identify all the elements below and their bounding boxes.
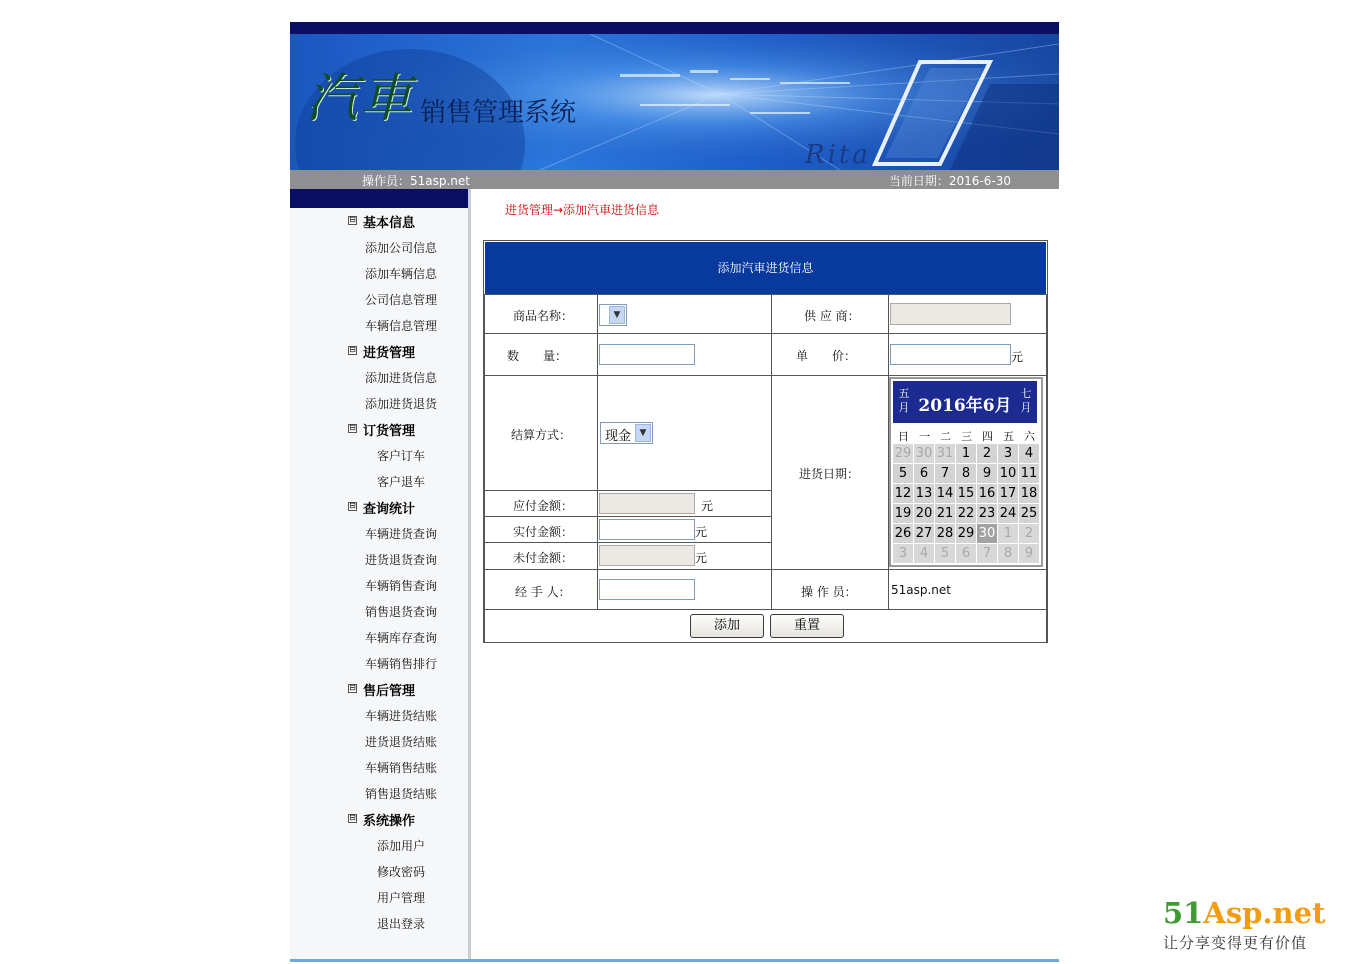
brand-logo-orange: Asp.net (1203, 896, 1326, 930)
bottom-line (290, 959, 1059, 962)
sidebar-item-label: 车辆销售查询 (365, 579, 438, 593)
calendar-day[interactable]: 6 (956, 544, 976, 563)
calendar-weekday: 一 (919, 430, 930, 443)
calendar-day[interactable]: 3 (893, 544, 913, 563)
sidebar-item[interactable] (290, 260, 468, 286)
sidebar-item-label: 添加进货退货 (365, 397, 438, 411)
unit-price-label-cell (771, 333, 889, 376)
calendar-weekday: 四 (982, 430, 993, 443)
payable-field[interactable] (599, 493, 695, 514)
operator-value: 51asp.net (891, 583, 951, 597)
calendar-day[interactable]: 1 (956, 444, 976, 463)
calendar-weekdays (893, 427, 1039, 443)
sidebar-item-label: 添加车辆信息 (365, 267, 438, 281)
sidebar-item[interactable] (290, 546, 468, 572)
buttons-row (484, 609, 1047, 642)
sidebar-item-label: 添加用户 (377, 839, 426, 853)
top-navy-bar (290, 22, 1059, 34)
calendar-prev-month[interactable]: 五 月 (898, 387, 910, 414)
sidebar-item-label: 进货退货结账 (365, 735, 438, 749)
sidebar-item-label: 车辆信息管理 (365, 319, 438, 333)
calendar-weekday: 日 (898, 430, 909, 443)
payment-label-cell (484, 375, 598, 491)
sidebar-item-label: 客户退车 (377, 475, 426, 489)
calendar-day[interactable]: 9 (1019, 544, 1039, 563)
current-date-text: 当前日期：2016-6-30 (888, 174, 1011, 188)
brand-logo-green: 51 (1163, 896, 1204, 930)
payable-label-cell (484, 490, 598, 517)
payment-label: 结算方式： (511, 428, 572, 442)
logo-subtitle: 销售管理系统 (420, 98, 577, 128)
supplier-field[interactable] (890, 303, 1011, 325)
payable-label: 应付金额： (513, 499, 574, 513)
product-input-cell (597, 294, 772, 334)
calendar-day[interactable]: 29 (957, 526, 975, 541)
sidebar-item[interactable] (290, 858, 468, 884)
sidebar-item[interactable] (290, 884, 468, 910)
unit-price-unit: 元 (1011, 350, 1024, 364)
calendar-day[interactable]: 2 (977, 444, 997, 463)
calendar-day[interactable]: 31 (936, 446, 954, 461)
sidebar-item-label: 修改密码 (377, 865, 426, 879)
operator-label-cell (771, 569, 889, 610)
paid-label: 实付金额： (513, 525, 574, 539)
brand-logo (1163, 896, 1326, 930)
date-label-cell (771, 375, 889, 570)
product-label: 商品名称： (513, 309, 574, 323)
calendar-day[interactable]: 28 (936, 526, 954, 541)
sidebar-item-label: 退出登录 (377, 917, 426, 931)
calendar-day[interactable]: 5 (893, 464, 913, 483)
quantity-label: 数 量： (507, 349, 568, 363)
supplier-label-cell (771, 294, 889, 334)
calendar (889, 377, 1043, 567)
chevron-down-icon: ▼ (635, 424, 651, 442)
sidebar-group[interactable] (290, 676, 468, 702)
unpaid-label-cell (484, 542, 598, 570)
sidebar-item[interactable] (290, 286, 468, 312)
sidebar-item[interactable] (290, 442, 468, 468)
sidebar-item-label: 客户订车 (377, 449, 426, 463)
calendar-day[interactable]: 8 (956, 464, 976, 483)
calendar-weekday: 二 (940, 430, 951, 443)
calendar-day[interactable]: 26 (894, 526, 912, 541)
collapse-icon[interactable]: ⊟ (349, 423, 356, 432)
calendar-weekday: 五 (1003, 430, 1014, 443)
calendar-day[interactable]: 7 (977, 544, 997, 563)
watermark-brand (1163, 896, 1326, 953)
unit-price-label: 单 价： (796, 349, 857, 363)
sidebar-item-label: 车辆销售结账 (365, 761, 438, 775)
sidebar-item[interactable] (290, 728, 468, 754)
sidebar-menu (290, 208, 468, 936)
operator-value-cell (888, 569, 1047, 610)
calendar-day[interactable]: 19 (894, 506, 912, 521)
sidebar-item[interactable] (290, 702, 468, 728)
brand-tagline: 让分享变得更有价值 (1163, 934, 1308, 952)
collapse-icon[interactable]: ⊟ (349, 215, 356, 224)
handler-label: 经 手 人： (515, 585, 571, 599)
unit-price-field[interactable] (890, 344, 1011, 365)
info-bar (290, 170, 1059, 189)
calendar-day[interactable]: 4 (1019, 444, 1039, 463)
sidebar-item-label: 添加进货信息 (365, 371, 438, 385)
sidebar-group-label: 系统操作 (363, 814, 416, 829)
calendar-weekday: 六 (1024, 430, 1035, 443)
calendar-title: 2016年6月 (918, 396, 1012, 416)
sidebar-item[interactable] (290, 598, 468, 624)
sidebar-item-label: 公司信息管理 (365, 293, 438, 307)
unpaid-field[interactable] (599, 545, 695, 566)
paid-unit: 元 (695, 525, 708, 539)
payable-unit: 元 (701, 499, 714, 513)
calendar-day[interactable]: 29 (894, 446, 912, 461)
quantity-field[interactable] (599, 344, 695, 365)
product-label-cell (484, 294, 598, 334)
collapse-icon[interactable]: ⊟ (349, 345, 356, 354)
calendar-day[interactable]: 20 (915, 506, 933, 521)
collapse-icon[interactable]: ⊟ (349, 813, 356, 822)
payment-method-select[interactable] (600, 422, 653, 444)
sidebar-item[interactable] (290, 312, 468, 338)
sidebar-item[interactable] (290, 364, 468, 390)
sidebar-item-label: 销售退货查询 (365, 605, 438, 619)
supplier-label: 供 应 商： (804, 309, 860, 323)
sidebar-group[interactable] (290, 806, 468, 832)
calendar-day[interactable]: 7 (935, 464, 955, 483)
sidebar-item-label: 车辆库存查询 (365, 631, 438, 645)
calendar-day[interactable]: 4 (914, 544, 934, 563)
calendar-day[interactable]: 13 (915, 486, 933, 501)
payable-input-cell (597, 490, 772, 517)
sidebar (290, 189, 471, 959)
quantity-label-cell (484, 333, 598, 376)
calendar-day[interactable]: 23 (978, 506, 996, 521)
product-select[interactable] (599, 304, 627, 326)
calendar-header (893, 381, 1037, 423)
calendar-day[interactable]: 9 (977, 464, 997, 483)
calendar-day[interactable]: 22 (957, 506, 975, 521)
collapse-icon[interactable]: ⊟ (349, 501, 356, 510)
calendar-day[interactable]: 27 (915, 526, 933, 541)
sidebar-item[interactable] (290, 572, 468, 598)
supplier-input-cell (888, 294, 1047, 334)
sidebar-item[interactable] (290, 910, 468, 936)
sidebar-item-label: 车辆进货结账 (365, 709, 438, 723)
sidebar-item[interactable] (290, 390, 468, 416)
calendar-day[interactable]: 25 (1020, 506, 1038, 521)
payment-input-cell (597, 375, 772, 491)
calendar-day[interactable]: 1 (998, 524, 1018, 543)
sidebar-group-label: 基本信息 (363, 216, 416, 231)
main-content (471, 189, 1059, 959)
sidebar-item-label: 车辆进货查询 (365, 527, 438, 541)
calendar-day[interactable]: 6 (914, 464, 934, 483)
sidebar-item[interactable] (290, 234, 468, 260)
form-title: 添加汽車进货信息 (485, 242, 1046, 294)
calendar-day[interactable]: 5 (935, 544, 955, 563)
calendar-day[interactable]: 24 (999, 506, 1017, 521)
calendar-day[interactable]: 11 (1020, 466, 1038, 481)
calendar-day[interactable]: 8 (998, 544, 1018, 563)
sidebar-item[interactable] (290, 832, 468, 858)
sidebar-item-label: 添加公司信息 (365, 241, 438, 255)
calendar-day[interactable]: 30 (978, 526, 996, 541)
logo-calligraphy: 汽車 (306, 69, 415, 129)
handler-field[interactable] (599, 579, 695, 600)
paid-input-cell (597, 516, 772, 543)
unit-price-input-cell (888, 333, 1047, 376)
sidebar-item[interactable] (290, 780, 468, 806)
sidebar-group[interactable] (290, 416, 468, 442)
sidebar-item-label: 进货退货查询 (365, 553, 438, 567)
calendar-day[interactable]: 10 (999, 466, 1017, 481)
sidebar-group-label: 进货管理 (363, 346, 416, 361)
sidebar-group-label: 售后管理 (363, 684, 416, 699)
handler-input-cell (597, 569, 772, 610)
header-banner (290, 34, 1059, 170)
sidebar-group[interactable] (290, 494, 468, 520)
collapse-icon[interactable]: ⊟ (349, 683, 356, 692)
sidebar-group[interactable] (290, 208, 468, 234)
breadcrumb: 进货管理→添加汽車进货信息 (505, 203, 660, 217)
operator-label: 操 作 员： (801, 585, 857, 599)
sidebar-item-label: 销售退货结账 (365, 787, 438, 801)
sidebar-item[interactable] (290, 650, 468, 676)
paid-field[interactable] (599, 519, 695, 540)
sidebar-item[interactable] (290, 520, 468, 546)
calendar-day[interactable]: 17 (999, 486, 1017, 501)
calendar-day[interactable]: 2 (1019, 524, 1039, 543)
paid-label-cell (484, 516, 598, 543)
sidebar-group-label: 订货管理 (363, 424, 416, 439)
sidebar-item-label: 车辆销售排行 (365, 657, 438, 671)
calendar-next-month[interactable]: 七 月 (1020, 387, 1032, 414)
add-button[interactable]: 添加 (690, 614, 764, 638)
chevron-down-icon: ▼ (609, 306, 625, 324)
calendar-day[interactable]: 3 (998, 444, 1018, 463)
calendar-day[interactable]: 12 (894, 486, 912, 501)
reset-button[interactable]: 重置 (770, 614, 844, 638)
sidebar-group[interactable] (290, 338, 468, 364)
banner-signature: Rita (805, 140, 871, 170)
calendar-day[interactable]: 15 (957, 486, 975, 501)
sidebar-top-bar (290, 189, 468, 208)
calendar-day[interactable]: 16 (978, 486, 996, 501)
unpaid-label: 未付金额： (513, 551, 574, 565)
quantity-input-cell (597, 333, 772, 376)
calendar-weekday: 三 (961, 430, 972, 443)
date-label: 进货日期： (799, 467, 860, 481)
unpaid-input-cell (597, 542, 772, 570)
page-container (290, 22, 1059, 964)
sidebar-item[interactable] (290, 624, 468, 650)
calendar-day[interactable]: 30 (915, 446, 933, 461)
unpaid-unit: 元 (695, 551, 708, 565)
payment-method-value: 现金 (605, 429, 632, 444)
handler-label-cell (484, 569, 598, 610)
calendar-day[interactable]: 14 (936, 486, 954, 501)
sidebar-item-label: 用户管理 (377, 891, 426, 905)
sidebar-item[interactable] (290, 754, 468, 780)
calendar-day[interactable]: 21 (936, 506, 954, 521)
add-purchase-form (483, 240, 1048, 643)
operator-text: 操作员：51asp.net (362, 174, 471, 188)
sidebar-item[interactable] (290, 468, 468, 494)
date-input-cell (888, 375, 1047, 570)
sidebar-group-label: 查询统计 (363, 502, 416, 517)
calendar-day[interactable]: 18 (1020, 486, 1038, 501)
